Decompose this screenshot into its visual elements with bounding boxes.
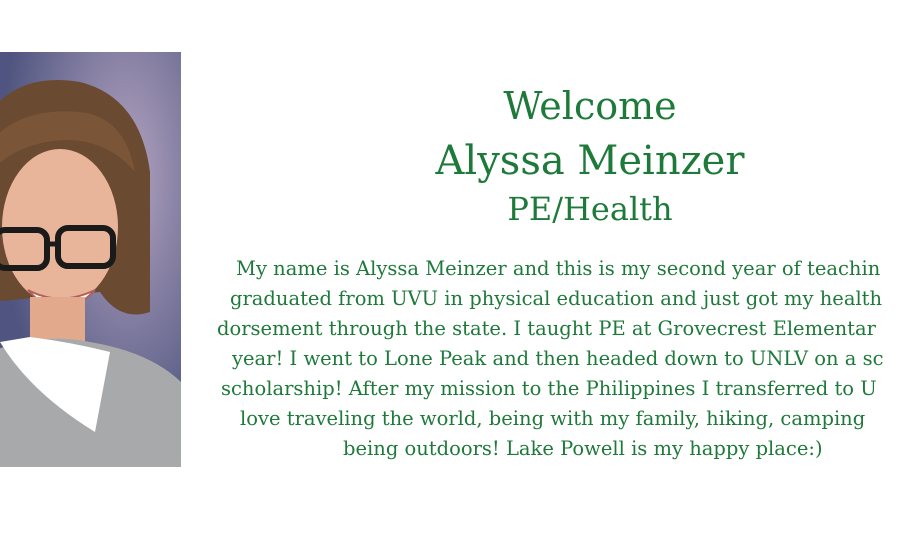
bio-line: love traveling the world, being with my family, hiking, camping [240, 407, 866, 430]
bio-line: My name is Alyssa Meinzer and this is my second year of teachin [236, 257, 881, 280]
bio-line: scholarship! After my mission to the Philippines I transferred to U [221, 377, 877, 400]
bio-line: dorsement through the state. I taught PE at Grovecrest Elementar [217, 317, 876, 340]
subject-heading: PE/Health [507, 190, 673, 228]
welcome-heading: Welcome [503, 84, 677, 128]
teacher-name-heading: Alyssa Meinzer [435, 138, 745, 184]
bio-line: graduated from UVU in physical education and just got my health [230, 287, 883, 310]
bio-line: year! I went to Lone Peak and then headed down to UNLV on a sc [232, 347, 884, 370]
teacher-bio [0, 254, 900, 474]
bio-line: being outdoors! Lake Powell is my happy place:) [343, 437, 823, 460]
